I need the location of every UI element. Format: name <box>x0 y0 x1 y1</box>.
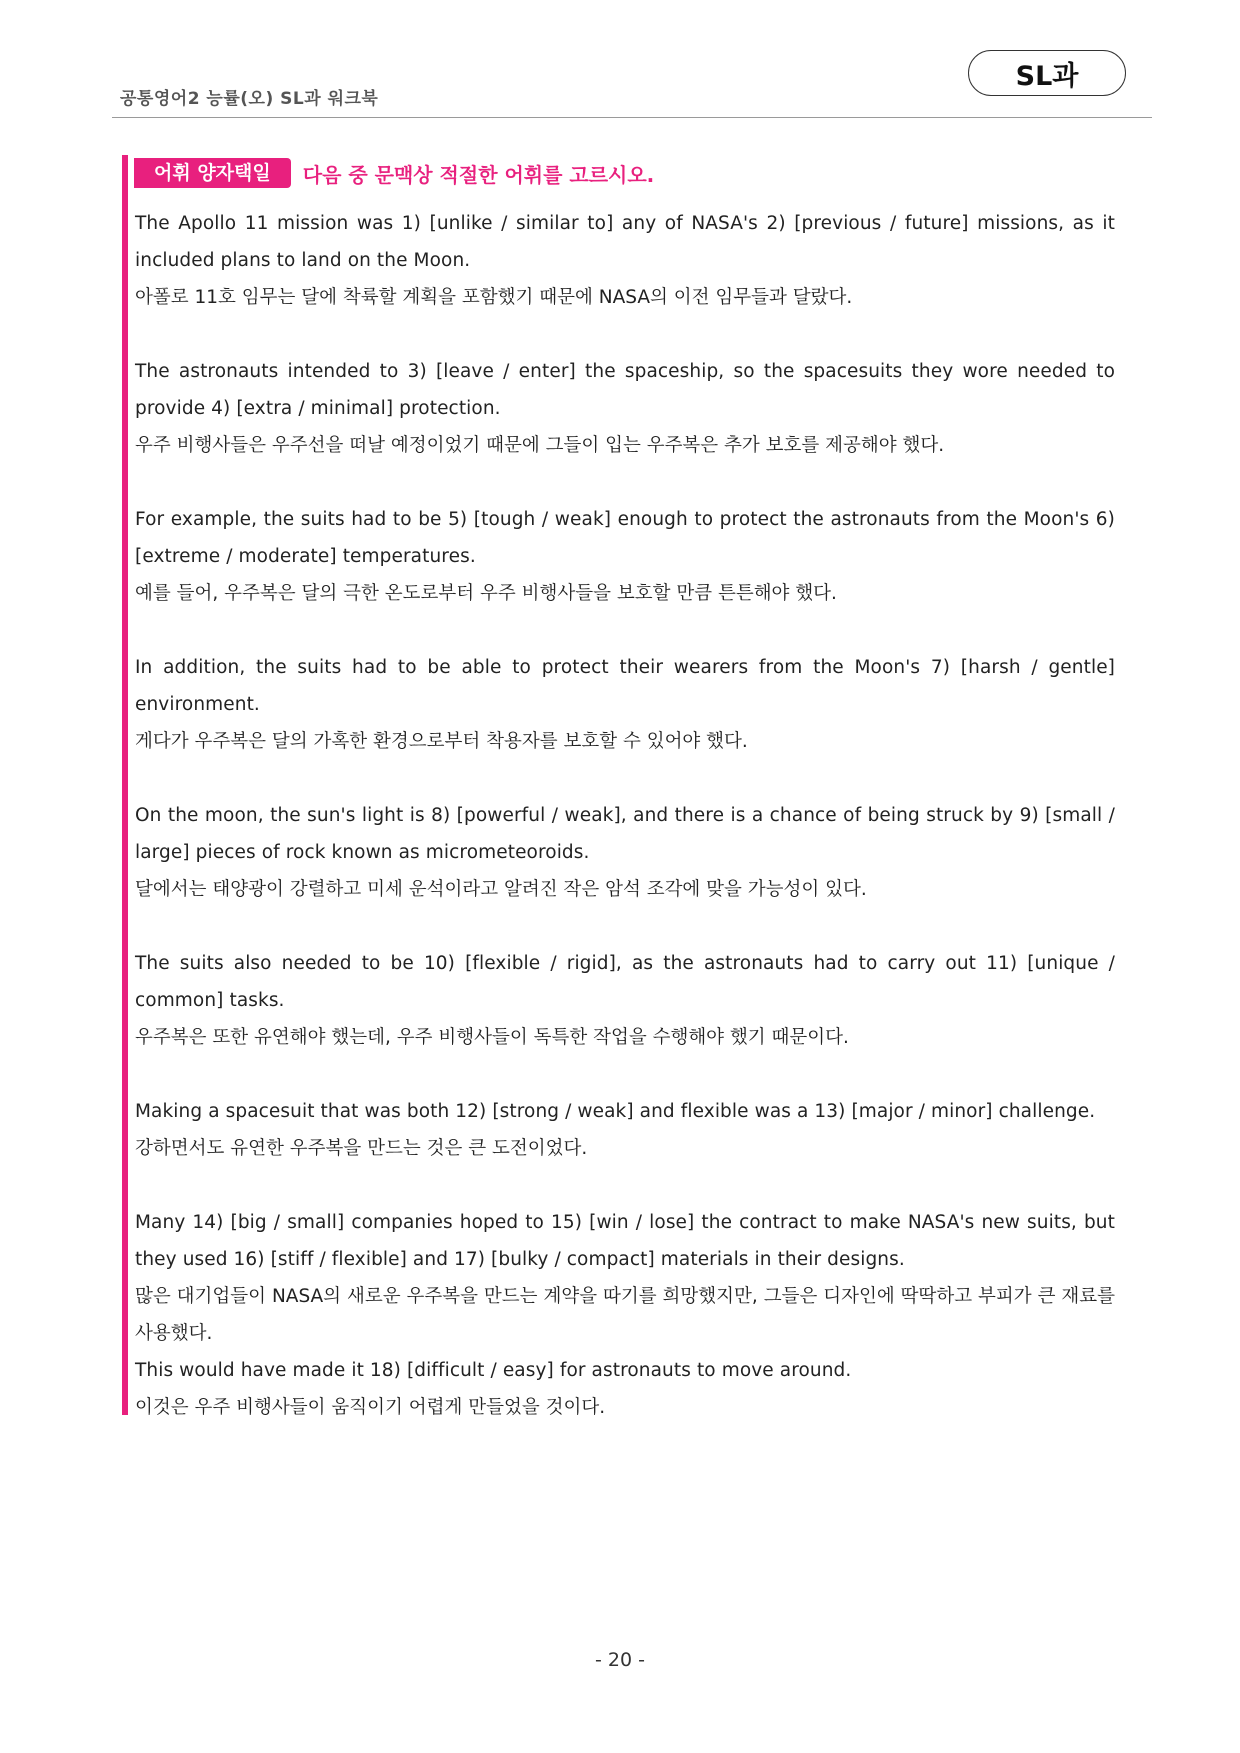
english-sentence: On the moon, the sun's light is 8) [powerful / weak], and there is a chance of being struck by 9) [small / large] pieces of rock known as micrometeoroids. <box>135 805 1115 863</box>
korean-translation: 많은 대기업들이 NASA의 새로운 우주복을 만드는 계약을 따기를 희망했지만, 그들은 디자인에 딱딱하고 부피가 큰 재료를 사용했다. <box>135 1286 1115 1344</box>
english-sentence: For example, the suits had to be 5) [tough / weak] enough to protect the astronauts from the Moon's 6) [extreme / moderate] temperatures. <box>135 509 1115 567</box>
exercise-item <box>135 797 1115 908</box>
exercise-item <box>135 945 1115 1056</box>
english-sentence: The Apollo 11 mission was 1) [unlike / similar to] any of NASA's 2) [previous / future] missions, as it included plans to land on the Moon. <box>135 213 1115 271</box>
exercise-item <box>135 1093 1115 1167</box>
section-instruction: 다음 중 문맥상 적절한 어휘를 고르시오. <box>302 162 655 187</box>
english-sentence: Making a spacesuit that was both 12) [strong / weak] and flexible was a 13) [major / minor] challenge. <box>135 1101 1096 1122</box>
korean-translation: 달에서는 태양광이 강렬하고 미세 운석이라고 알려진 작은 암석 조각에 맞을 가능성이 있다. <box>135 879 867 900</box>
english-sentence: The suits also needed to be 10) [flexible / rigid], as the astronauts had to carry out 11) [unique / common] tasks. <box>135 953 1115 1011</box>
exercise-item <box>135 501 1115 612</box>
korean-translation: 우주 비행사들은 우주선을 떠날 예정이었기 때문에 그들이 입는 우주복은 추가 보호를 제공해야 했다. <box>135 435 945 456</box>
exercise-item <box>135 649 1115 760</box>
section-tag: 어휘 양자택일 <box>134 158 291 188</box>
exercise-item <box>135 205 1115 316</box>
korean-translation: 이것은 우주 비행사들이 움직이기 어렵게 만들었을 것이다. <box>135 1397 606 1418</box>
korean-translation: 우주복은 또한 유연해야 했는데, 우주 비행사들이 독특한 작업을 수행해야 했기 때문이다. <box>135 1027 849 1048</box>
workbook-title: 공통영어2 능률(오) SL과 워크북 <box>120 89 379 109</box>
korean-translation: 아폴로 11호 임무는 달에 착륙할 계획을 포함했기 때문에 NASA의 이전 임무들과 달랐다. <box>135 287 853 308</box>
english-sentence: This would have made it 18) [difficult / easy] for astronauts to move around. <box>135 1360 852 1381</box>
header-divider <box>112 117 1152 118</box>
lesson-badge: SL과 <box>968 50 1126 96</box>
korean-translation: 예를 들어, 우주복은 달의 극한 온도로부터 우주 비행사들을 보호할 만큼 튼튼해야 했다. <box>135 583 837 604</box>
page-number: - 20 - <box>595 1649 645 1671</box>
english-sentence: Many 14) [big / small] companies hoped to 15) [win / lose] the contract to make NASA's new suits, but they used 16) [stiff / flexible] and 17) [bulky / compact] materials in their designs. <box>135 1212 1115 1270</box>
korean-translation: 게다가 우주복은 달의 가혹한 환경으로부터 착용자를 보호할 수 있어야 했다. <box>135 731 748 752</box>
korean-translation: 강하면서도 유연한 우주복을 만드는 것은 큰 도전이었다. <box>135 1138 588 1159</box>
exercise-list <box>135 205 1115 1463</box>
exercise-item <box>135 1204 1115 1426</box>
english-sentence: In addition, the suits had to be able to protect their wearers from the Moon's 7) [harsh / gentle] environment. <box>135 657 1115 715</box>
english-sentence: The astronauts intended to 3) [leave / enter] the spaceship, so the spacesuits they wore needed to provide 4) [extra / minimal] protection. <box>135 361 1115 419</box>
section-accent-bar <box>122 155 128 1415</box>
exercise-item <box>135 353 1115 464</box>
section-heading <box>134 158 654 188</box>
